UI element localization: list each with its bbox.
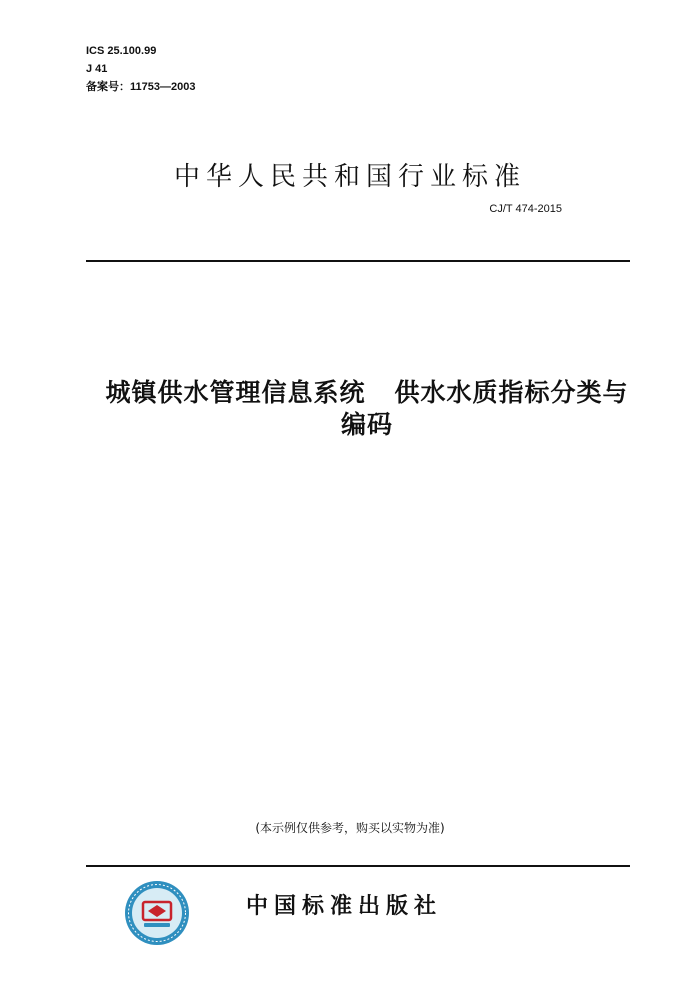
standard-title: 中华人民共和国行业标准 (173, 162, 526, 192)
category-code: J 41 (86, 63, 108, 75)
document-title-line-1: 城镇供水管理信息系统 供水水质指标分类与 (105, 378, 629, 407)
top-divider (86, 260, 630, 262)
sample-note: (本示例仅供参考，购买以实物为准) (255, 821, 445, 835)
header-meta (86, 42, 195, 96)
publisher-name: 中国标准出版社 (246, 894, 443, 919)
standard-code: CJ/T 474-2015 (489, 203, 562, 215)
document-title (40, 377, 694, 441)
bottom-divider (86, 865, 630, 867)
ics-code: ICS 25.100.99 (86, 45, 157, 57)
document-title-line-2: 编码 (340, 410, 393, 439)
filing-number: 备案号：11753—2003 (86, 81, 196, 93)
publisher-seal-icon (124, 880, 190, 946)
